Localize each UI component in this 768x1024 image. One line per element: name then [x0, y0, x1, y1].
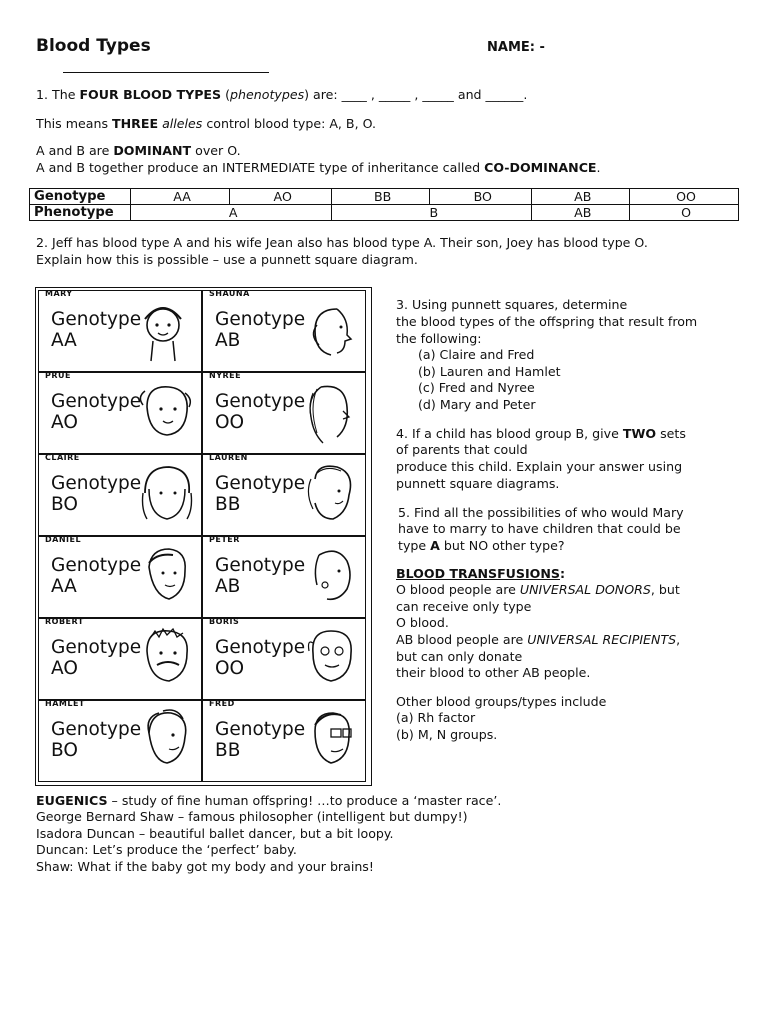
portrait-icon	[297, 541, 359, 611]
q3-item: (c) Fred and Nyree	[418, 380, 535, 395]
transfusions-line-1	[396, 582, 680, 599]
transfusions-heading	[396, 566, 565, 583]
q1-italic: phenotypes	[230, 87, 305, 102]
heading-colon: :	[559, 566, 566, 581]
portrait-icon	[133, 541, 195, 611]
character-name: LAUREN	[209, 453, 248, 462]
genotype-text	[51, 391, 141, 433]
genotype-text	[215, 637, 305, 679]
genotype-cell: AB	[532, 189, 630, 205]
character-name: MARY	[45, 289, 73, 298]
genotype-label: Genotype	[51, 719, 142, 740]
genotype-value: OO	[215, 658, 245, 679]
character-name: PETER	[209, 535, 240, 544]
genotype-value: BB	[215, 494, 241, 515]
text-bold: THREE	[112, 116, 159, 131]
character-name: ROBERT	[45, 617, 84, 626]
eugenics-line-4: Duncan: Let’s produce the ‘perfect’ baby.	[36, 842, 297, 857]
text: but NO other type?	[439, 538, 565, 553]
character-card	[38, 454, 202, 536]
text: ,	[676, 632, 681, 647]
genotype-text	[51, 637, 141, 679]
character-card	[38, 618, 202, 700]
text: 4. If a child has blood group B, give	[396, 426, 623, 441]
question-4-line-2: of parents that could	[396, 442, 528, 457]
text: A and B are	[36, 143, 114, 158]
other-groups-line-2: (a) Rh factor	[396, 710, 476, 725]
phenotype-cell: B	[332, 205, 532, 221]
character-card	[38, 372, 202, 454]
character-card	[202, 536, 366, 618]
text-italic: UNIVERSAL DONORS	[519, 582, 651, 597]
other-groups-line-1: Other blood groups/types include	[396, 694, 607, 709]
character-name: FRED	[209, 699, 235, 708]
text-italic: alleles	[162, 116, 203, 131]
genotype-text	[215, 719, 305, 761]
eugenics-line-1	[36, 793, 501, 810]
genotype-value: OO	[215, 412, 245, 433]
question-3-line-3: the following:	[396, 331, 482, 346]
genotype-text	[215, 555, 305, 597]
text: .	[596, 160, 601, 175]
genotype-label: Genotype	[215, 391, 306, 412]
text: , but	[650, 582, 680, 597]
portrait-icon	[133, 459, 195, 529]
genotype-cell: BB	[332, 189, 430, 205]
phenotype-cell: AB	[532, 205, 630, 221]
text-bold: EUGENICS	[36, 793, 108, 808]
text-bold: A	[430, 538, 440, 553]
text: A and B together produce an INTERMEDIATE type of inheritance called	[36, 160, 485, 175]
q1-text: 1. The	[36, 87, 80, 102]
character-name: HAMLET	[45, 699, 85, 708]
genotype-cell: OO	[630, 189, 739, 205]
portrait-icon	[297, 295, 359, 365]
eugenics-line-3: Isadora Duncan – beautiful ballet dancer, but a bit loopy.	[36, 826, 394, 841]
q3-item: (a) Claire and Fred	[418, 347, 535, 362]
portrait-icon	[297, 377, 359, 447]
phenotype-cell: O	[630, 205, 739, 221]
question-4-line-3: produce this child. Explain your answer using	[396, 459, 683, 474]
genotype-header: Genotype	[30, 189, 131, 205]
question-5-line-1: 5. Find all the possibilities of who would Mary	[398, 505, 684, 520]
question-5-line-3	[398, 538, 565, 555]
question-4-line-4: punnett square diagrams.	[396, 476, 560, 491]
portrait-icon	[133, 377, 195, 447]
genotype-label: Genotype	[51, 555, 142, 576]
character-card	[202, 700, 366, 782]
question-2-line-2: Explain how this is possible – use a punnett square diagram.	[36, 252, 418, 267]
dominant-line	[36, 143, 241, 160]
q1-blanks: ) are: ____ , _____ , _____ and ______.	[304, 87, 528, 102]
text: O blood people are	[396, 582, 520, 597]
eugenics-line-5: Shaw: What if the baby got my body and your brains!	[36, 859, 374, 874]
text-bold: CO-DOMINANCE	[484, 160, 597, 175]
q1-bold: FOUR BLOOD TYPES	[79, 87, 222, 102]
character-card	[202, 372, 366, 454]
portrait-icon	[133, 295, 195, 365]
character-name: SHAUNA	[209, 289, 250, 298]
genotype-label: Genotype	[51, 637, 142, 658]
q1-text: (	[221, 87, 231, 102]
genotype-value: AO	[51, 658, 78, 679]
transfusions-line-4	[396, 632, 680, 649]
character-name: CLAIRE	[45, 453, 80, 462]
genotype-label: Genotype	[51, 309, 142, 330]
question-3-line-1: 3. Using punnett squares, determine	[396, 297, 628, 312]
genotype-value: AA	[51, 330, 77, 351]
text: – study of fine human offspring! …to produce a ‘master race’.	[107, 793, 502, 808]
genotype-label: Genotype	[215, 473, 306, 494]
character-name: DANIEL	[45, 535, 82, 544]
transfusions-line-5: but can only donate	[396, 649, 523, 664]
portrait-icon	[297, 459, 359, 529]
name-label: NAME: -	[487, 40, 545, 55]
character-name: BORIS	[209, 617, 240, 626]
portrait-icon	[133, 623, 195, 693]
text: over O.	[191, 143, 241, 158]
text: This means	[36, 116, 113, 131]
page-title: Blood Types	[36, 36, 151, 56]
genotype-cell: AA	[131, 189, 230, 205]
genotype-label: Genotype	[51, 473, 142, 494]
genotype-label: Genotype	[215, 637, 306, 658]
text: AB blood people are	[396, 632, 528, 647]
name-blank-line[interactable]	[63, 60, 269, 73]
transfusions-line-3: O blood.	[396, 615, 449, 630]
transfusions-line-2: can receive only type	[396, 599, 532, 614]
character-name: NYREE	[209, 371, 242, 380]
character-card	[38, 700, 202, 782]
q3-item: (d) Mary and Peter	[418, 397, 536, 412]
text: sets	[656, 426, 686, 441]
genotype-text	[215, 391, 305, 433]
genotype-text	[215, 473, 305, 515]
alleles-line	[36, 116, 376, 133]
genotype-label: Genotype	[215, 309, 306, 330]
character-name: PRUE	[45, 371, 71, 380]
genotype-value: AB	[215, 576, 241, 597]
genotype-label: Genotype	[215, 555, 306, 576]
genotype-cell: AO	[230, 189, 332, 205]
portrait-icon	[297, 623, 359, 693]
genotype-label: Genotype	[51, 391, 142, 412]
genotype-label: Genotype	[215, 719, 306, 740]
phenotype-row	[30, 205, 739, 221]
genotype-row	[30, 189, 739, 205]
eugenics-line-2: George Bernard Shaw – famous philosopher (intelligent but dumpy!)	[36, 809, 468, 824]
text-italic: UNIVERSAL RECIPIENTS	[527, 632, 677, 647]
genotype-cell: BO	[430, 189, 532, 205]
genotype-phenotype-table	[29, 188, 739, 221]
genotype-value: BB	[215, 740, 241, 761]
character-card	[38, 290, 202, 372]
text: type	[398, 538, 431, 553]
genotype-text	[51, 309, 141, 351]
transfusions-line-6: their blood to other AB people.	[396, 665, 591, 680]
phenotype-header: Phenotype	[30, 205, 131, 221]
character-card	[202, 618, 366, 700]
other-groups-line-3: (b) M, N groups.	[396, 727, 498, 742]
question-2-line-1: 2. Jeff has blood type A and his wife Jean also has blood type A. Their son, Joey has blood type O.	[36, 235, 648, 250]
question-4-line-1	[396, 426, 686, 443]
genotype-text	[215, 309, 305, 351]
character-card	[202, 290, 366, 372]
genotype-text	[51, 719, 141, 761]
q3-item: (b) Lauren and Hamlet	[418, 364, 561, 379]
text: control blood type: A, B, O.	[202, 116, 376, 131]
phenotype-cell: A	[131, 205, 332, 221]
question-5-line-2: have to marry to have children that could be	[398, 521, 681, 536]
question-3-line-2: the blood types of the offspring that result from	[396, 314, 698, 329]
portrait-icon	[297, 705, 359, 775]
question-1	[36, 87, 527, 104]
text-bold: DOMINANT	[113, 143, 192, 158]
text-bold: TWO	[622, 426, 657, 441]
genotype-text	[51, 555, 141, 597]
genotype-value: BO	[51, 494, 78, 515]
portrait-icon	[133, 705, 195, 775]
character-card	[202, 454, 366, 536]
heading-text: BLOOD TRANSFUSIONS	[396, 566, 560, 581]
codominance-line	[36, 160, 601, 177]
genotype-value: AB	[215, 330, 241, 351]
character-card	[38, 536, 202, 618]
genotype-value: AO	[51, 412, 78, 433]
genotype-value: BO	[51, 740, 78, 761]
genotype-text	[51, 473, 141, 515]
genotype-value: AA	[51, 576, 77, 597]
